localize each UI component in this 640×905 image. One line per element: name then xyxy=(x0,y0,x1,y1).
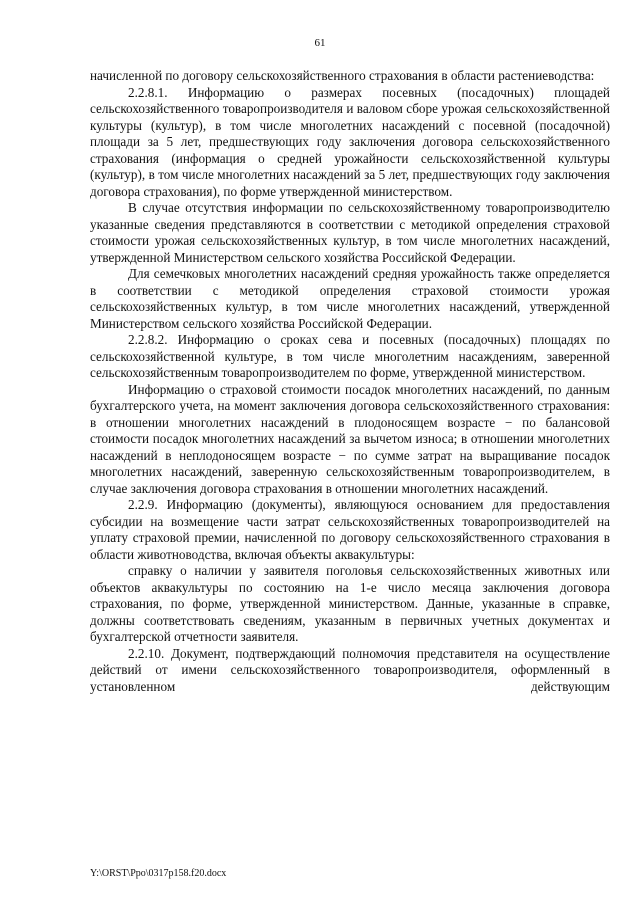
footer-file-path: Y:\ORST\Ppo\0317p158.f20.docx xyxy=(90,868,227,879)
paragraph-2-2-10: 2.2.10. Документ, подтверждающий полномочия представителя на осуществление действий от имени сельскохозяйственного товаропроизводителя, оформленный в установленном действующим xyxy=(90,645,610,694)
page-number: 61 xyxy=(314,37,326,49)
paragraph-no-information-case: В случае отсутствия информации по сельскохозяйственному товаропроизводителю указанные сведения представляются в соответствии с методикой определения страховой стоимости урожая сельскохозяйственных культур, в том числе многолетних насаждений, утвержденной Министерством сельского хозяйства Российской Федерации. xyxy=(90,200,610,265)
paragraph-2-2-8-1: 2.2.8.1. Информацию о размерах посевных (посадочных) площадей сельскохозяйственного товаропроизводителя и валовом сборе урожая сельскохозяйственной культуры (культур), в том числе многолетних насаждений с посевной (посадочной) площади за 5 лет, предшествующих году заключения договора сельскохозяйственного страхования (информация о средней урожайности сельскохозяйственной культуры (культур), в том числе многолетних насаждений за 5 лет, предшествующих году заключения договора страхования), по форме утвержденной министерством. xyxy=(90,84,610,199)
paragraph-pome-plantings: Для семечковых многолетних насаждений средняя урожайность также определяется в соответствии с методикой определения страховой стоимости урожая сельскохозяйственных культур, в том числе многолетних насаждений, утвержденной Министерством сельского хозяйства Российской Федерации. xyxy=(90,266,610,331)
document-body xyxy=(90,68,610,695)
paragraph-2-2-9: 2.2.9. Информацию (документы), являющуюся основанием для предоставления субсидии на возмещение части затрат сельскохозяйственных товаропроизводителей на уплату страховой премии, начисленной по договору сельскохозяйственного страхования в области животноводства, включая объекты аквакультуры: xyxy=(90,497,610,562)
paragraph-2-2-8-2: 2.2.8.2. Информацию о сроках сева и посевных (посадочных) площадях по сельскохозяйственной культуре, в том числе многолетним насаждениям, заверенной сельскохозяйственным товаропроизводителем по форме, утвержденной министерством. xyxy=(90,332,610,380)
paragraph-livestock-certificate: справку о наличии у заявителя поголовья сельскохозяйственных животных или объектов аквакультуры по состоянию на 1-е число месяца заключения договора страхования, по форме, утвержденной министерством. Данные, указанные в справке, должны соответствовать сведениям, указанным в первичных учетных документах и бухгалтерской отчетности заявителя. xyxy=(90,563,610,644)
paragraph-continuation: начисленной по договору сельскохозяйственного страхования в области растениеводства: xyxy=(90,68,595,83)
paragraph-insured-value: Информацию о страховой стоимости посадок многолетних насаждений, по данным бухгалтерского учета, на момент заключения договора сельскохозяйственного страхования: в отношении многолетних насаждений в плодоносящем возрасте − по балансовой стоимости посадок многолетних насаждений за вычетом износа; в отношении многолетних насаждений в неплодоносящем возрасте − по сумме затрат на выращивание посадок многолетних насаждений, заверенную сельскохозяйственным товаропроизводителем, в случае заключения договора страхования в отношении многолетних насаждений. xyxy=(90,381,610,496)
